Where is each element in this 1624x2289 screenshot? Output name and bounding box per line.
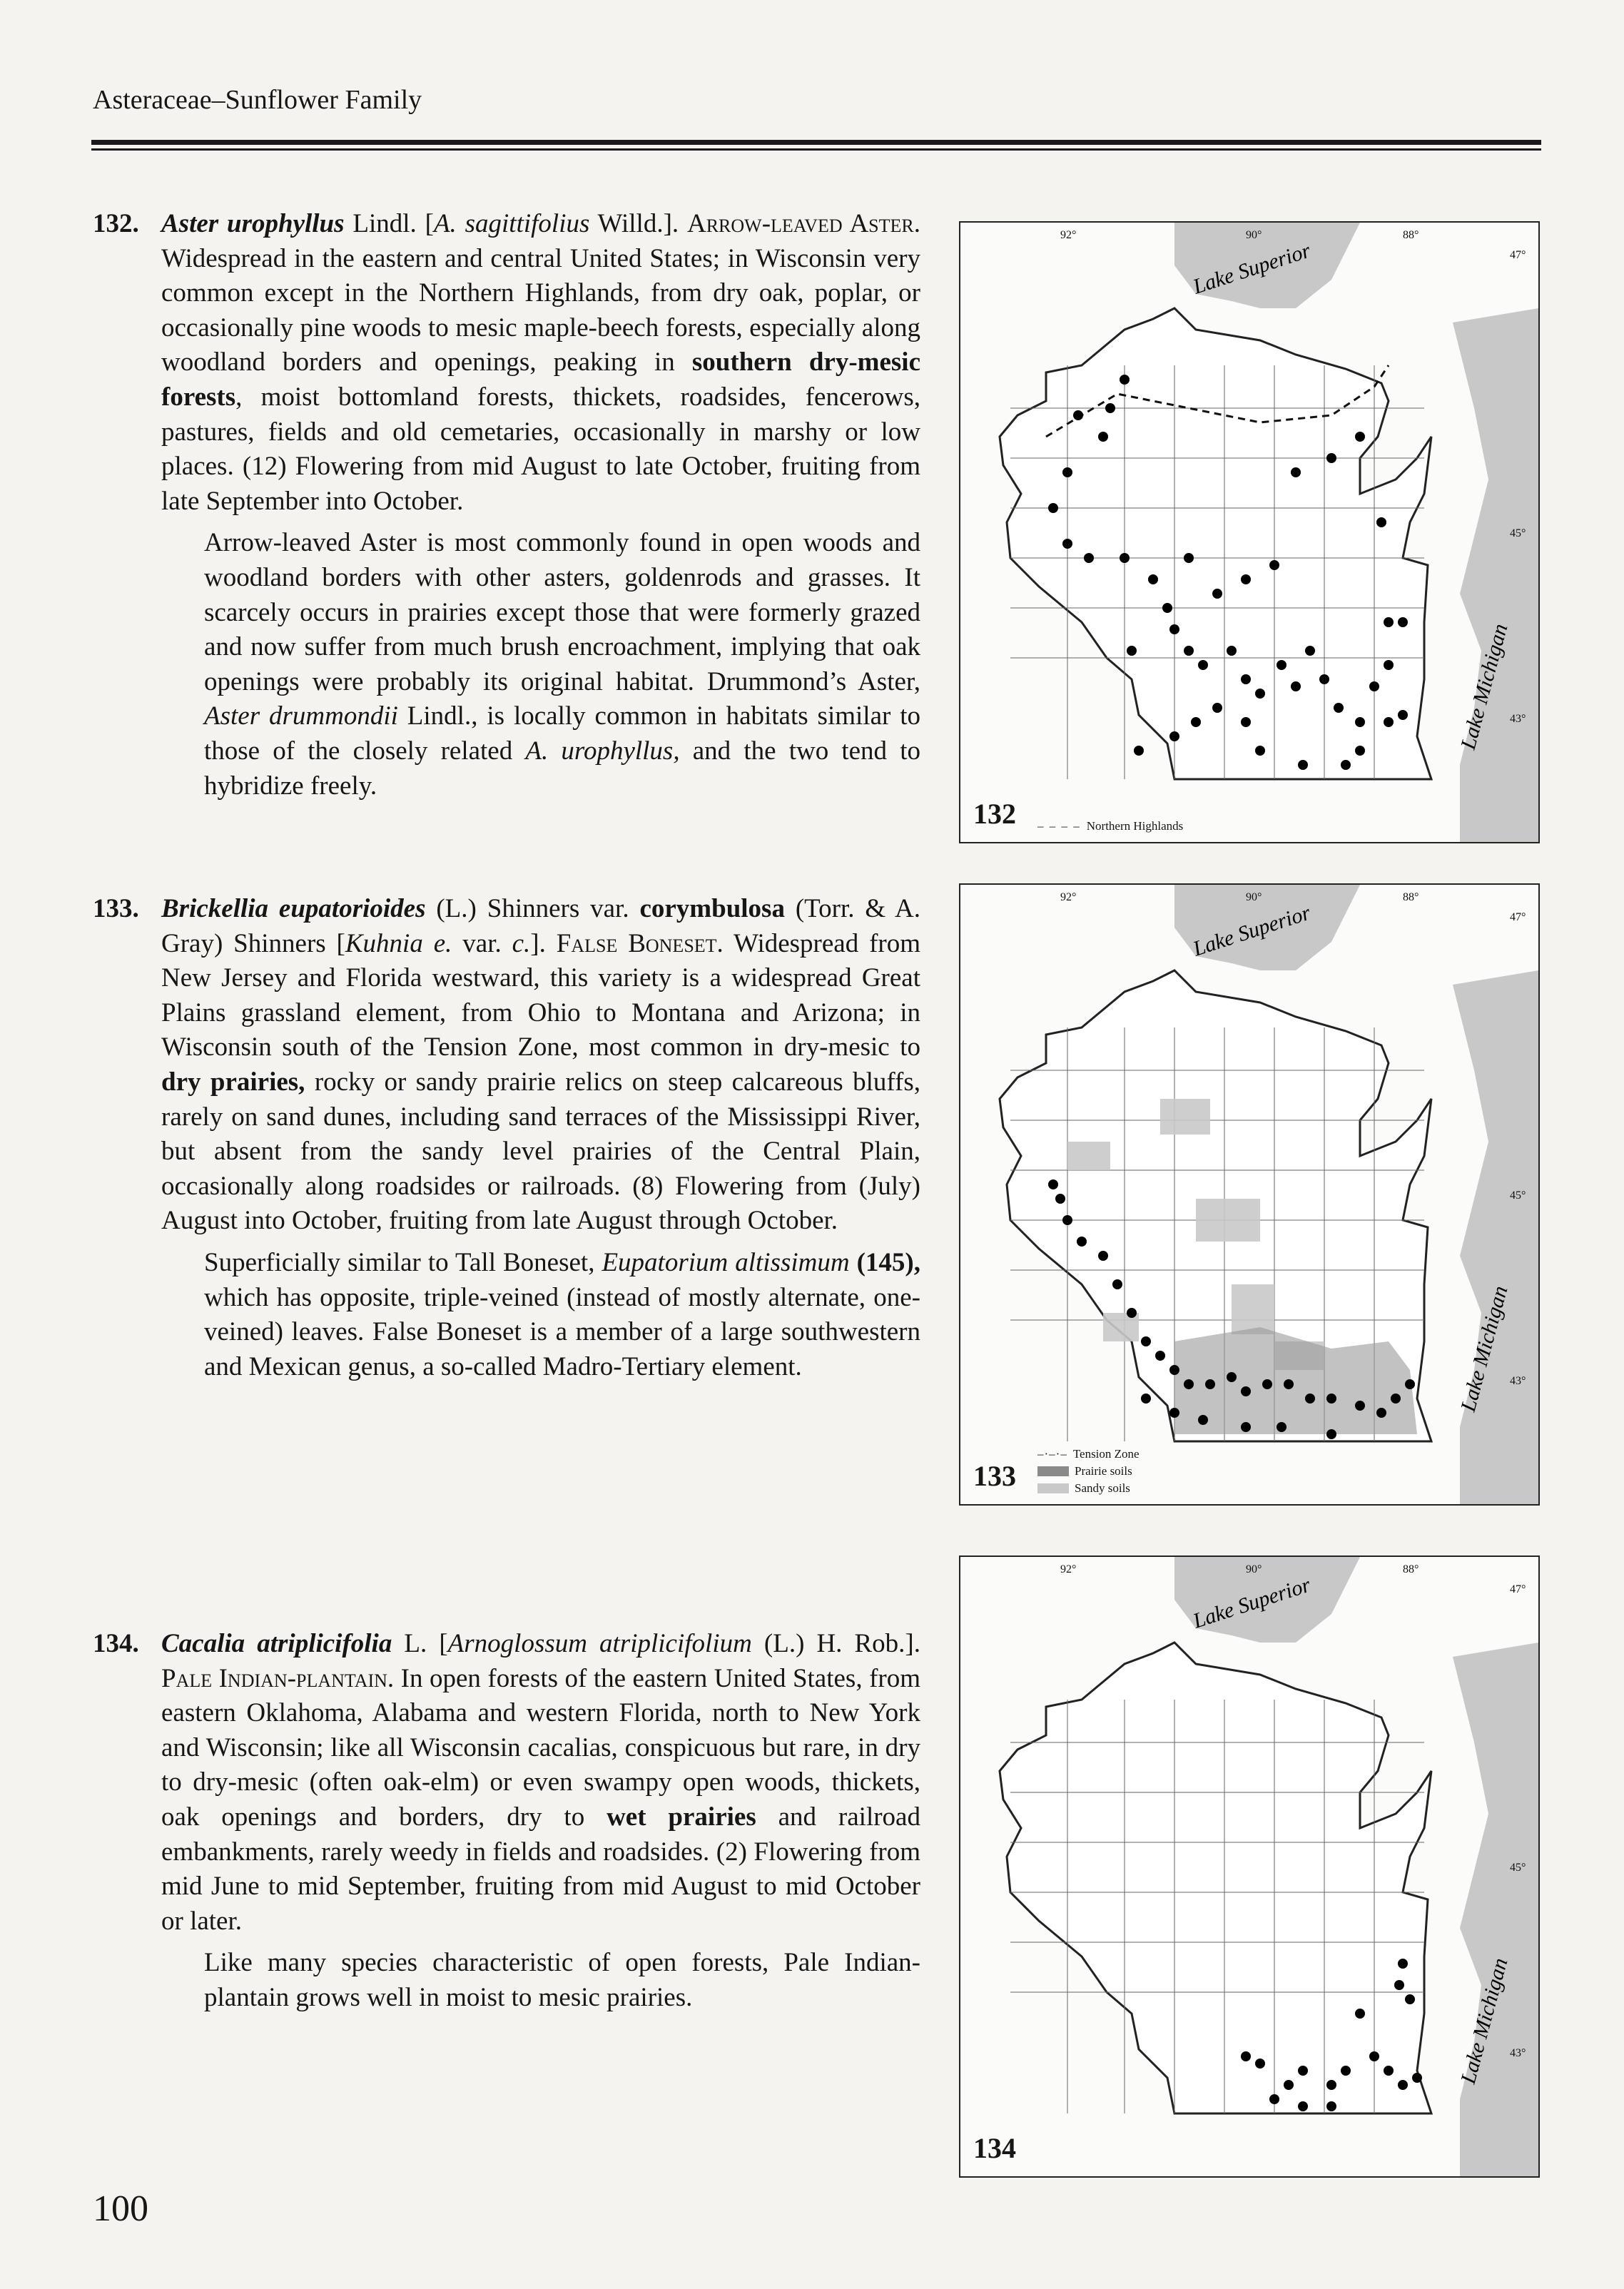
longitude-label: 88° [1403, 891, 1419, 903]
legend-northern-highlands: Northern Highlands [1086, 819, 1184, 833]
species-name: Brickellia eupatorioides [161, 894, 426, 923]
occurrence-dot [1384, 717, 1394, 727]
occurrence-dot [1212, 703, 1222, 713]
occurrence-dot [1241, 1386, 1251, 1396]
occurrence-dot [1394, 1980, 1404, 1990]
lake-michigan-area [1453, 308, 1538, 842]
common-name: Arrow-leaved Aster [687, 209, 914, 238]
wisconsin-outline [1000, 1643, 1431, 2113]
habitat-highlight: southern dry-mesic forests [161, 347, 920, 412]
occurrence-dot [1405, 1994, 1415, 2004]
distribution-map-134 [959, 1555, 1540, 2178]
occurrence-dot [1127, 1308, 1137, 1318]
occurrence-dot [1319, 674, 1329, 684]
occurrence-dot [1376, 1408, 1386, 1418]
species-entry-133 [93, 892, 920, 1391]
header-rule-thick [91, 140, 1541, 145]
latitude-label: 45° [1510, 1862, 1526, 1874]
sandy-soil-area [1160, 1099, 1210, 1135]
lake-superior-label: Lake Superior [1189, 1573, 1314, 1633]
occurrence-dot [1398, 1959, 1408, 1969]
occurrence-dot [1212, 589, 1222, 599]
occurrence-dot [1284, 1379, 1294, 1389]
latitude-label: 43° [1510, 1375, 1526, 1387]
occurrence-dot [1305, 646, 1315, 656]
occurrence-dot [1255, 689, 1265, 699]
occurrence-dot [1120, 375, 1130, 385]
occurrence-dot [1291, 467, 1301, 477]
occurrence-dot [1398, 2080, 1408, 2090]
longitude-label: 92° [1060, 1563, 1077, 1575]
entry-number: 134. [93, 1629, 139, 1658]
occurrence-dot [1291, 681, 1301, 691]
occurrence-dot [1184, 1379, 1194, 1389]
synonym: Arnoglossum atriplicifolium [447, 1629, 752, 1658]
longitude-label: 88° [1403, 1563, 1419, 1575]
entry-notes: Arrow-leaved Aster is most commonly found in open woods and woodland borders with other asters, goldenrods and grasses. It scarcely occurs in prairies except those that were formerly grazed and now suffer from much brush encroachment, implying that oak openings were probably its original habitat. Drummond’s Aster, Aster drummondii Lindl., is locally common in habitats similar to those of the closely related A. urophyllus, and the two tend to hybridize freely. [204, 528, 921, 801]
occurrence-dot [1098, 432, 1108, 442]
occurrence-dot [1277, 660, 1286, 670]
occurrence-dot [1355, 717, 1365, 727]
occurrence-dot [1055, 1194, 1065, 1204]
occurrence-dot [1355, 2009, 1365, 2019]
occurrence-dot [1298, 2101, 1308, 2111]
sandy-soil-area [1232, 1284, 1274, 1334]
wisconsin-map-132 [960, 223, 1538, 842]
occurrence-dot [1298, 2066, 1308, 2076]
occurrence-dot [1255, 746, 1265, 756]
entry-description: 133. Brickellia eupatorioides (L.) Shinners var. corymbulosa (Torr. & A. Gray) Shinners [Kuhnia e. var. c.]. False Boneset. Widespread from New Jersey and Florida westward, this variety is a widespread Great Plains grassland element, from Ohio to Montana and Arizona; in Wisconsin south of the Tension Zone, most common in dry-mesic to dry prairies, rocky or sandy prairie relics on steep calcareous bluffs, rarely on sand dunes, including sand terraces of the Mississippi River, but absent from the sandy level prairies of the Central Plain, occasionally along roadsides or railroads. (8) Flowering from (July) August into October, fruiting from late August through October. [93, 892, 920, 1239]
lake-superior-label: Lake Superior [1189, 238, 1314, 299]
occurrence-dot [1355, 746, 1365, 756]
occurrence-dot [1405, 1379, 1415, 1389]
map-number: 133 [973, 1460, 1016, 1492]
lake-michigan-area [1453, 1643, 1538, 2176]
map-number: 134 [973, 2132, 1016, 2164]
occurrence-dot [1048, 1179, 1058, 1189]
occurrence-dot [1255, 2059, 1265, 2069]
lake-michigan-label: Lake Michigan [1456, 1955, 1513, 2086]
occurrence-dot [1241, 1422, 1251, 1432]
latitude-label: 45° [1510, 527, 1526, 539]
distribution-map-133 [959, 883, 1540, 1506]
entry-number: 133. [93, 894, 139, 923]
sandy-soil-area [1067, 1142, 1110, 1170]
map-legend: –·–·– Tension Zone Prairie soils Sandy soils [1037, 1446, 1140, 1497]
occurrence-dot [1241, 717, 1251, 727]
occurrence-dot [1169, 624, 1179, 634]
wisconsin-map-134 [960, 1557, 1538, 2176]
species-entry-134 [93, 1627, 920, 2023]
longitude-label: 88° [1403, 229, 1419, 241]
latitude-label: 47° [1510, 911, 1526, 923]
occurrence-dot [1326, 2080, 1336, 2090]
occurrence-dot [1341, 2066, 1351, 2076]
sandy-soils-swatch [1037, 1483, 1069, 1493]
latitude-label: 47° [1510, 1583, 1526, 1595]
wisconsin-map-133 [960, 885, 1538, 1504]
occurrence-dot [1241, 2051, 1251, 2061]
occurrence-dot [1334, 703, 1344, 713]
species-name: Cacalia atriplicifolia [161, 1629, 392, 1658]
map-number: 132 [973, 798, 1016, 830]
occurrence-dot [1162, 603, 1172, 613]
page-number: 100 [93, 2188, 148, 2229]
occurrence-dot [1384, 660, 1394, 670]
occurrence-dot [1112, 1279, 1122, 1289]
variety-name: corymbulosa [639, 894, 785, 923]
latitude-label: 47° [1510, 249, 1526, 261]
occurrence-dot [1398, 617, 1408, 627]
occurrence-dot [1241, 674, 1251, 684]
occurrence-dot [1169, 1408, 1179, 1418]
common-name: False Boneset [556, 928, 717, 958]
lake-michigan-area [1453, 970, 1538, 1504]
lake-michigan-label: Lake Michigan [1456, 621, 1513, 752]
occurrence-dot [1269, 560, 1279, 570]
occurrence-dot [1384, 2066, 1394, 2076]
entry-description: 134. Cacalia atriplicifolia L. [Arnoglossum atriplicifolium (L.) H. Rob.]. Pale Indian-plantain. In open forests of the eastern United States, from eastern Oklahoma, Alabama and western Florida, north to New York and Wisconsin; like all Wisconsin cacalias, conspicuous but rare, in dry to dry-mesic (often oak-elm) or even swampy open woods, thickets, oak openings and borders, dry to wet prairies and railroad embankments, rarely weedy in fields and roadsides. (2) Flowering from mid June to mid September, fruiting from mid August to mid October or later. [93, 1627, 920, 1939]
occurrence-dot [1098, 1251, 1108, 1261]
occurrence-dot [1355, 1401, 1365, 1411]
occurrence-dot [1241, 574, 1251, 584]
occurrence-dot [1134, 746, 1144, 756]
occurrence-dot [1326, 1429, 1336, 1439]
entry-number: 132. [93, 209, 139, 238]
occurrence-dot [1169, 1365, 1179, 1375]
entry-notes: Like many species characteristic of open forests, Pale Indian-plantain grows well in moist to mesic prairies. [204, 1948, 920, 2012]
occurrence-dot [1369, 2051, 1379, 2061]
map-legend: – – – – Northern Highlands [1037, 818, 1183, 835]
occurrence-dot [1062, 1215, 1072, 1225]
occurrence-dot [1369, 681, 1379, 691]
occurrence-dot [1120, 553, 1130, 563]
occurrence-dot [1341, 760, 1351, 770]
occurrence-dot [1262, 1379, 1272, 1389]
occurrence-dot [1376, 517, 1386, 527]
occurrence-dot [1191, 717, 1201, 727]
occurrence-dot [1198, 660, 1208, 670]
occurrence-dot [1141, 1336, 1151, 1346]
longitude-label: 90° [1246, 229, 1262, 241]
occurrence-dot [1141, 1394, 1151, 1404]
occurrence-dot [1184, 553, 1194, 563]
longitude-label: 92° [1060, 229, 1077, 241]
longitude-label: 90° [1246, 891, 1262, 903]
prairie-soils-swatch [1037, 1466, 1069, 1476]
occurrence-dot [1105, 403, 1115, 413]
occurrence-dot [1305, 1394, 1315, 1404]
latitude-label: 43° [1510, 2047, 1526, 2059]
legend-prairie-soils: Prairie soils [1075, 1464, 1132, 1478]
latitude-label: 43° [1510, 713, 1526, 725]
occurrence-dot [1155, 1351, 1165, 1361]
occurrence-dot [1398, 710, 1408, 720]
header-rule-thin [91, 148, 1541, 151]
occurrence-dot [1084, 553, 1094, 563]
occurrence-dot [1227, 646, 1237, 656]
occurrence-dot [1384, 617, 1394, 627]
occurrence-dot [1326, 453, 1336, 463]
occurrence-dot [1048, 503, 1058, 513]
legend-sandy-soils: Sandy soils [1075, 1481, 1130, 1495]
occurrence-dot [1127, 646, 1137, 656]
longitude-label: 92° [1060, 891, 1077, 903]
occurrence-dot [1062, 539, 1072, 549]
occurrence-dot [1326, 2101, 1336, 2111]
occurrence-dot [1073, 410, 1083, 420]
common-name: Pale Indian-plantain [161, 1663, 387, 1693]
lake-michigan-label: Lake Michigan [1456, 1283, 1513, 1414]
occurrence-dot [1412, 2073, 1422, 2083]
occurrence-dot [1077, 1237, 1087, 1247]
occurrence-dot [1169, 731, 1179, 741]
occurrence-dot [1205, 1379, 1215, 1389]
occurrence-dot [1198, 1415, 1208, 1425]
synonym: Kuhnia e. [345, 928, 452, 958]
synonym: A. sagittifolius [433, 209, 590, 238]
entry-description: 132. Aster urophyllus Lindl. [A. sagittifolius Willd.]. Arrow-leaved Aster. Widespread in the eastern and central United States; in Wisconsin very common except in the Northern Highlands, from dry oak, poplar, or occasionally pine woods to mesic maple-beech forests, especially along woodland borders and openings, peaking in southern dry-mesic forests, moist bottomland forests, thickets, roadsides, fencerows, pastures, fields and old cemetaries, occasionally in marshy or low places. (12) Flowering from mid August to late October, fruiting from late September into October. [93, 207, 920, 519]
latitude-label: 45° [1510, 1189, 1526, 1202]
distribution-map-132 [959, 221, 1540, 843]
species-name: Aster urophyllus [161, 209, 345, 238]
longitude-label: 90° [1246, 1563, 1262, 1575]
occurrence-dot [1062, 467, 1072, 477]
sandy-soil-area [1196, 1199, 1260, 1242]
occurrence-dot [1391, 1394, 1401, 1404]
occurrence-dot [1269, 2094, 1279, 2104]
occurrence-dot [1355, 432, 1365, 442]
occurrence-dot [1298, 760, 1308, 770]
habitat-highlight: wet prairies [607, 1802, 756, 1832]
occurrence-dot [1326, 1394, 1336, 1404]
legend-tension-zone: Tension Zone [1072, 1447, 1140, 1461]
lake-superior-label: Lake Superior [1189, 900, 1314, 961]
species-entry-132 [93, 207, 920, 811]
entry-notes: Superficially similar to Tall Boneset, Eupatorium altissimum (145), which has opposite, triple-veined (instead of mostly alternate, one-veined) leaves. False Boneset is a member of a large southwestern and Mexican genus, a so-called Madro-Tertiary element. [204, 1247, 920, 1381]
habitat-highlight: dry prairies, [161, 1067, 305, 1097]
occurrence-dot [1227, 1372, 1237, 1382]
occurrence-dot [1184, 646, 1194, 656]
occurrence-dot [1148, 574, 1158, 584]
running-header: Asteraceae–Sunflower Family [93, 85, 422, 115]
occurrence-dot [1284, 2080, 1294, 2090]
occurrence-dot [1277, 1422, 1286, 1432]
